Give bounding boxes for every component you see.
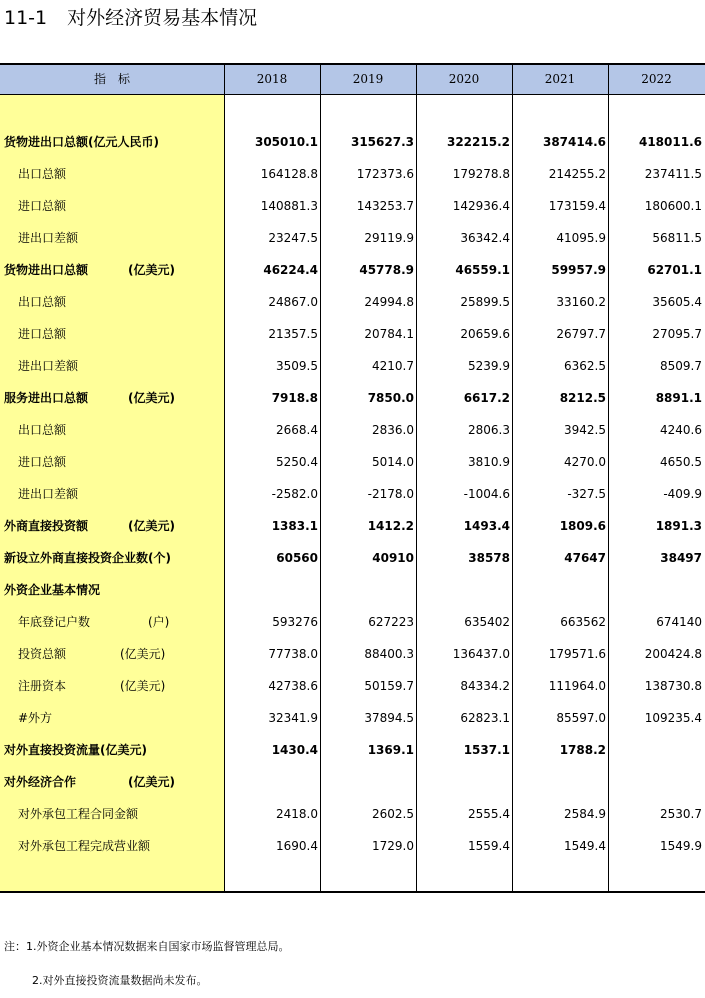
value-cell: 2602.5 xyxy=(372,807,414,821)
value-cell: 41095.9 xyxy=(556,231,606,245)
value-cell: -409.9 xyxy=(663,487,702,501)
value-cell: -2582.0 xyxy=(271,487,318,501)
table-title: 对外经济贸易基本情况 xyxy=(67,7,258,29)
table-row xyxy=(0,798,705,830)
value-cell: 59957.9 xyxy=(551,263,606,277)
row-unit: (亿美元) xyxy=(128,391,175,405)
value-cell: 46559.1 xyxy=(455,263,510,277)
value-cell: 4240.6 xyxy=(660,423,702,437)
value-cell: 56811.5 xyxy=(652,231,702,245)
value-cell: 85597.0 xyxy=(556,711,606,725)
value-cell: 5250.4 xyxy=(276,455,318,469)
value-cell: 32341.9 xyxy=(268,711,318,725)
table-row xyxy=(0,766,705,798)
table-row xyxy=(0,702,705,734)
value-cell: 1369.1 xyxy=(367,743,414,757)
row-label: 出口总额 xyxy=(18,295,67,309)
value-cell: 143253.7 xyxy=(356,199,414,213)
value-cell: 1412.2 xyxy=(367,519,414,533)
row-label: 出口总额 xyxy=(18,423,67,437)
value-cell: 322215.2 xyxy=(446,135,510,149)
value-cell: 1891.3 xyxy=(655,519,702,533)
value-cell: 109235.4 xyxy=(644,711,702,725)
value-cell: 2530.7 xyxy=(660,807,702,821)
table-row xyxy=(0,830,705,862)
table-row xyxy=(0,126,705,158)
table-row xyxy=(0,446,705,478)
value-cell: 62701.1 xyxy=(647,263,702,277)
value-cell: 50159.7 xyxy=(364,679,414,693)
value-cell: 38578 xyxy=(468,551,510,565)
value-cell: 6362.5 xyxy=(564,359,606,373)
header-year-2022: 2022 xyxy=(641,72,672,86)
value-cell: 4210.7 xyxy=(372,359,414,373)
row-label: 对外经济合作 xyxy=(4,775,77,789)
value-cell: 42738.6 xyxy=(268,679,318,693)
table-row xyxy=(0,286,705,318)
row-label: 投资总额 xyxy=(18,647,67,661)
value-cell: 593276 xyxy=(272,615,318,629)
value-cell: 1549.4 xyxy=(564,839,606,853)
value-cell: 26797.7 xyxy=(556,327,606,341)
footnote-2: 2.对外直接投资流量数据尚未发布。 xyxy=(32,974,208,987)
row-label: 货物进出口总额(亿元人民币) xyxy=(4,135,159,149)
table-row xyxy=(0,670,705,702)
value-cell: 315627.3 xyxy=(350,135,414,149)
table-row xyxy=(0,414,705,446)
table-row xyxy=(0,574,705,606)
value-cell: 45778.9 xyxy=(359,263,414,277)
table-row xyxy=(0,382,705,414)
value-cell: 2806.3 xyxy=(468,423,510,437)
value-cell: 172373.6 xyxy=(356,167,414,181)
value-cell: 138730.8 xyxy=(644,679,702,693)
value-cell: 200424.8 xyxy=(644,647,702,661)
value-cell: -2178.0 xyxy=(367,487,414,501)
footnotes xyxy=(4,930,290,998)
row-label: 进口总额 xyxy=(18,199,67,213)
table-row xyxy=(0,158,705,190)
value-cell: 24994.8 xyxy=(364,295,414,309)
row-unit: (亿美元) xyxy=(128,775,175,789)
table-row xyxy=(0,734,705,766)
value-cell: 46224.4 xyxy=(263,263,318,277)
value-cell: 1430.4 xyxy=(271,743,318,757)
value-cell: 179278.8 xyxy=(452,167,510,181)
row-label: 对外承包工程合同金额 xyxy=(18,807,139,821)
table-number: 11-1 xyxy=(4,7,48,29)
row-label: 注册资本 xyxy=(18,679,67,693)
value-cell: 2836.0 xyxy=(372,423,414,437)
value-cell: 164128.8 xyxy=(260,167,318,181)
value-cell: 214255.2 xyxy=(548,167,606,181)
table-row xyxy=(0,478,705,510)
value-cell: 2584.9 xyxy=(564,807,606,821)
data-table xyxy=(0,63,705,893)
value-cell: 140881.3 xyxy=(260,199,318,213)
header-divider xyxy=(0,94,705,95)
value-cell: 1493.4 xyxy=(463,519,510,533)
value-cell: 627223 xyxy=(368,615,414,629)
value-cell: 1559.4 xyxy=(468,839,510,853)
row-label: 进出口差额 xyxy=(18,359,79,373)
row-unit: (亿美元) xyxy=(120,647,166,661)
table-row xyxy=(0,222,705,254)
value-cell: -327.5 xyxy=(567,487,606,501)
value-cell: 8509.7 xyxy=(660,359,702,373)
value-cell: 29119.9 xyxy=(364,231,414,245)
value-cell: 387414.6 xyxy=(542,135,606,149)
value-cell: 47647 xyxy=(564,551,606,565)
row-unit: (亿美元) xyxy=(128,263,175,277)
page-title xyxy=(4,4,257,32)
value-cell: 20784.1 xyxy=(364,327,414,341)
value-cell: 111964.0 xyxy=(548,679,606,693)
value-cell: 25899.5 xyxy=(460,295,510,309)
footnote-1: 注：1.外资企业基本情况数据来自国家市场监督管理总局。 xyxy=(4,940,290,953)
value-cell: 60560 xyxy=(276,551,318,565)
row-unit: (亿美元) xyxy=(120,679,166,693)
row-label: 进出口差额 xyxy=(18,487,79,501)
header-indicator: 指 标 xyxy=(93,72,130,86)
value-cell: 136437.0 xyxy=(452,647,510,661)
table-row xyxy=(0,190,705,222)
value-cell: 35605.4 xyxy=(652,295,702,309)
value-cell: 20659.6 xyxy=(460,327,510,341)
value-cell: 635402 xyxy=(464,615,510,629)
row-label: 进口总额 xyxy=(18,327,67,341)
value-cell: 40910 xyxy=(372,551,414,565)
value-cell: 142936.4 xyxy=(452,199,510,213)
value-cell: 6617.2 xyxy=(463,391,510,405)
row-unit: (亿美元) xyxy=(128,519,175,533)
value-cell: 2668.4 xyxy=(276,423,318,437)
table-row xyxy=(0,606,705,638)
value-cell: 23247.5 xyxy=(268,231,318,245)
header-year-2021: 2021 xyxy=(544,72,576,86)
value-cell: 1537.1 xyxy=(463,743,510,757)
row-label: #外方 xyxy=(18,711,53,725)
table-row xyxy=(0,638,705,670)
value-cell: 180600.1 xyxy=(644,199,702,213)
value-cell: 179571.6 xyxy=(548,647,606,661)
table-row xyxy=(0,350,705,382)
value-cell: 36342.4 xyxy=(460,231,510,245)
value-cell: 3810.9 xyxy=(468,455,510,469)
value-cell: 2555.4 xyxy=(468,807,510,821)
value-cell: 3942.5 xyxy=(564,423,606,437)
value-cell: 8212.5 xyxy=(559,391,606,405)
value-cell: 21357.5 xyxy=(268,327,318,341)
table-row xyxy=(0,510,705,542)
row-label: 新设立外商直接投资企业数(个) xyxy=(4,551,171,565)
value-cell: 305010.1 xyxy=(254,135,318,149)
table-row xyxy=(0,318,705,350)
value-cell: 77738.0 xyxy=(268,647,318,661)
value-cell: 62823.1 xyxy=(460,711,510,725)
row-label: 年底登记户数 xyxy=(18,615,91,629)
row-label: 进口总额 xyxy=(18,455,67,469)
value-cell: -1004.6 xyxy=(463,487,510,501)
value-cell: 5014.0 xyxy=(372,455,414,469)
value-cell: 3509.5 xyxy=(276,359,318,373)
row-label: 出口总额 xyxy=(18,167,67,181)
value-cell: 8891.1 xyxy=(655,391,702,405)
row-label: 对外直接投资流量(亿美元) xyxy=(4,743,147,757)
value-cell: 24867.0 xyxy=(268,295,318,309)
value-cell: 1729.0 xyxy=(372,839,414,853)
row-label: 进出口差额 xyxy=(18,231,79,245)
header-year-2019: 2019 xyxy=(352,72,384,86)
table-row xyxy=(0,542,705,574)
value-cell: 27095.7 xyxy=(652,327,702,341)
value-cell: 1549.9 xyxy=(660,839,702,853)
value-cell: 674140 xyxy=(656,615,702,629)
value-cell: 4650.5 xyxy=(660,455,702,469)
value-cell: 7918.8 xyxy=(271,391,318,405)
row-label: 外资企业基本情况 xyxy=(4,583,101,597)
table-bottom-border xyxy=(0,891,705,893)
value-cell: 1809.6 xyxy=(559,519,606,533)
row-label: 对外承包工程完成营业额 xyxy=(18,839,151,853)
value-cell: 418011.6 xyxy=(638,135,702,149)
value-cell: 33160.2 xyxy=(556,295,606,309)
value-cell: 1383.1 xyxy=(271,519,318,533)
value-cell: 37894.5 xyxy=(364,711,414,725)
value-cell: 1788.2 xyxy=(559,743,606,757)
value-cell: 2418.0 xyxy=(276,807,318,821)
value-cell: 237411.5 xyxy=(644,167,702,181)
value-cell: 5239.9 xyxy=(468,359,510,373)
value-cell: 7850.0 xyxy=(367,391,414,405)
value-cell: 88400.3 xyxy=(364,647,414,661)
value-cell: 4270.0 xyxy=(564,455,606,469)
header-year-2020: 2020 xyxy=(448,72,480,86)
row-label: 货物进出口总额 xyxy=(4,263,89,277)
row-label: 外商直接投资额 xyxy=(4,519,89,533)
header-year-2018: 2018 xyxy=(256,72,288,86)
value-cell: 84334.2 xyxy=(460,679,510,693)
row-label: 服务进出口总额 xyxy=(4,391,89,405)
row-unit: (户) xyxy=(148,615,170,629)
value-cell: 173159.4 xyxy=(548,199,606,213)
value-cell: 38497 xyxy=(660,551,702,565)
value-cell: 1690.4 xyxy=(276,839,318,853)
value-cell: 663562 xyxy=(560,615,606,629)
table-row xyxy=(0,254,705,286)
